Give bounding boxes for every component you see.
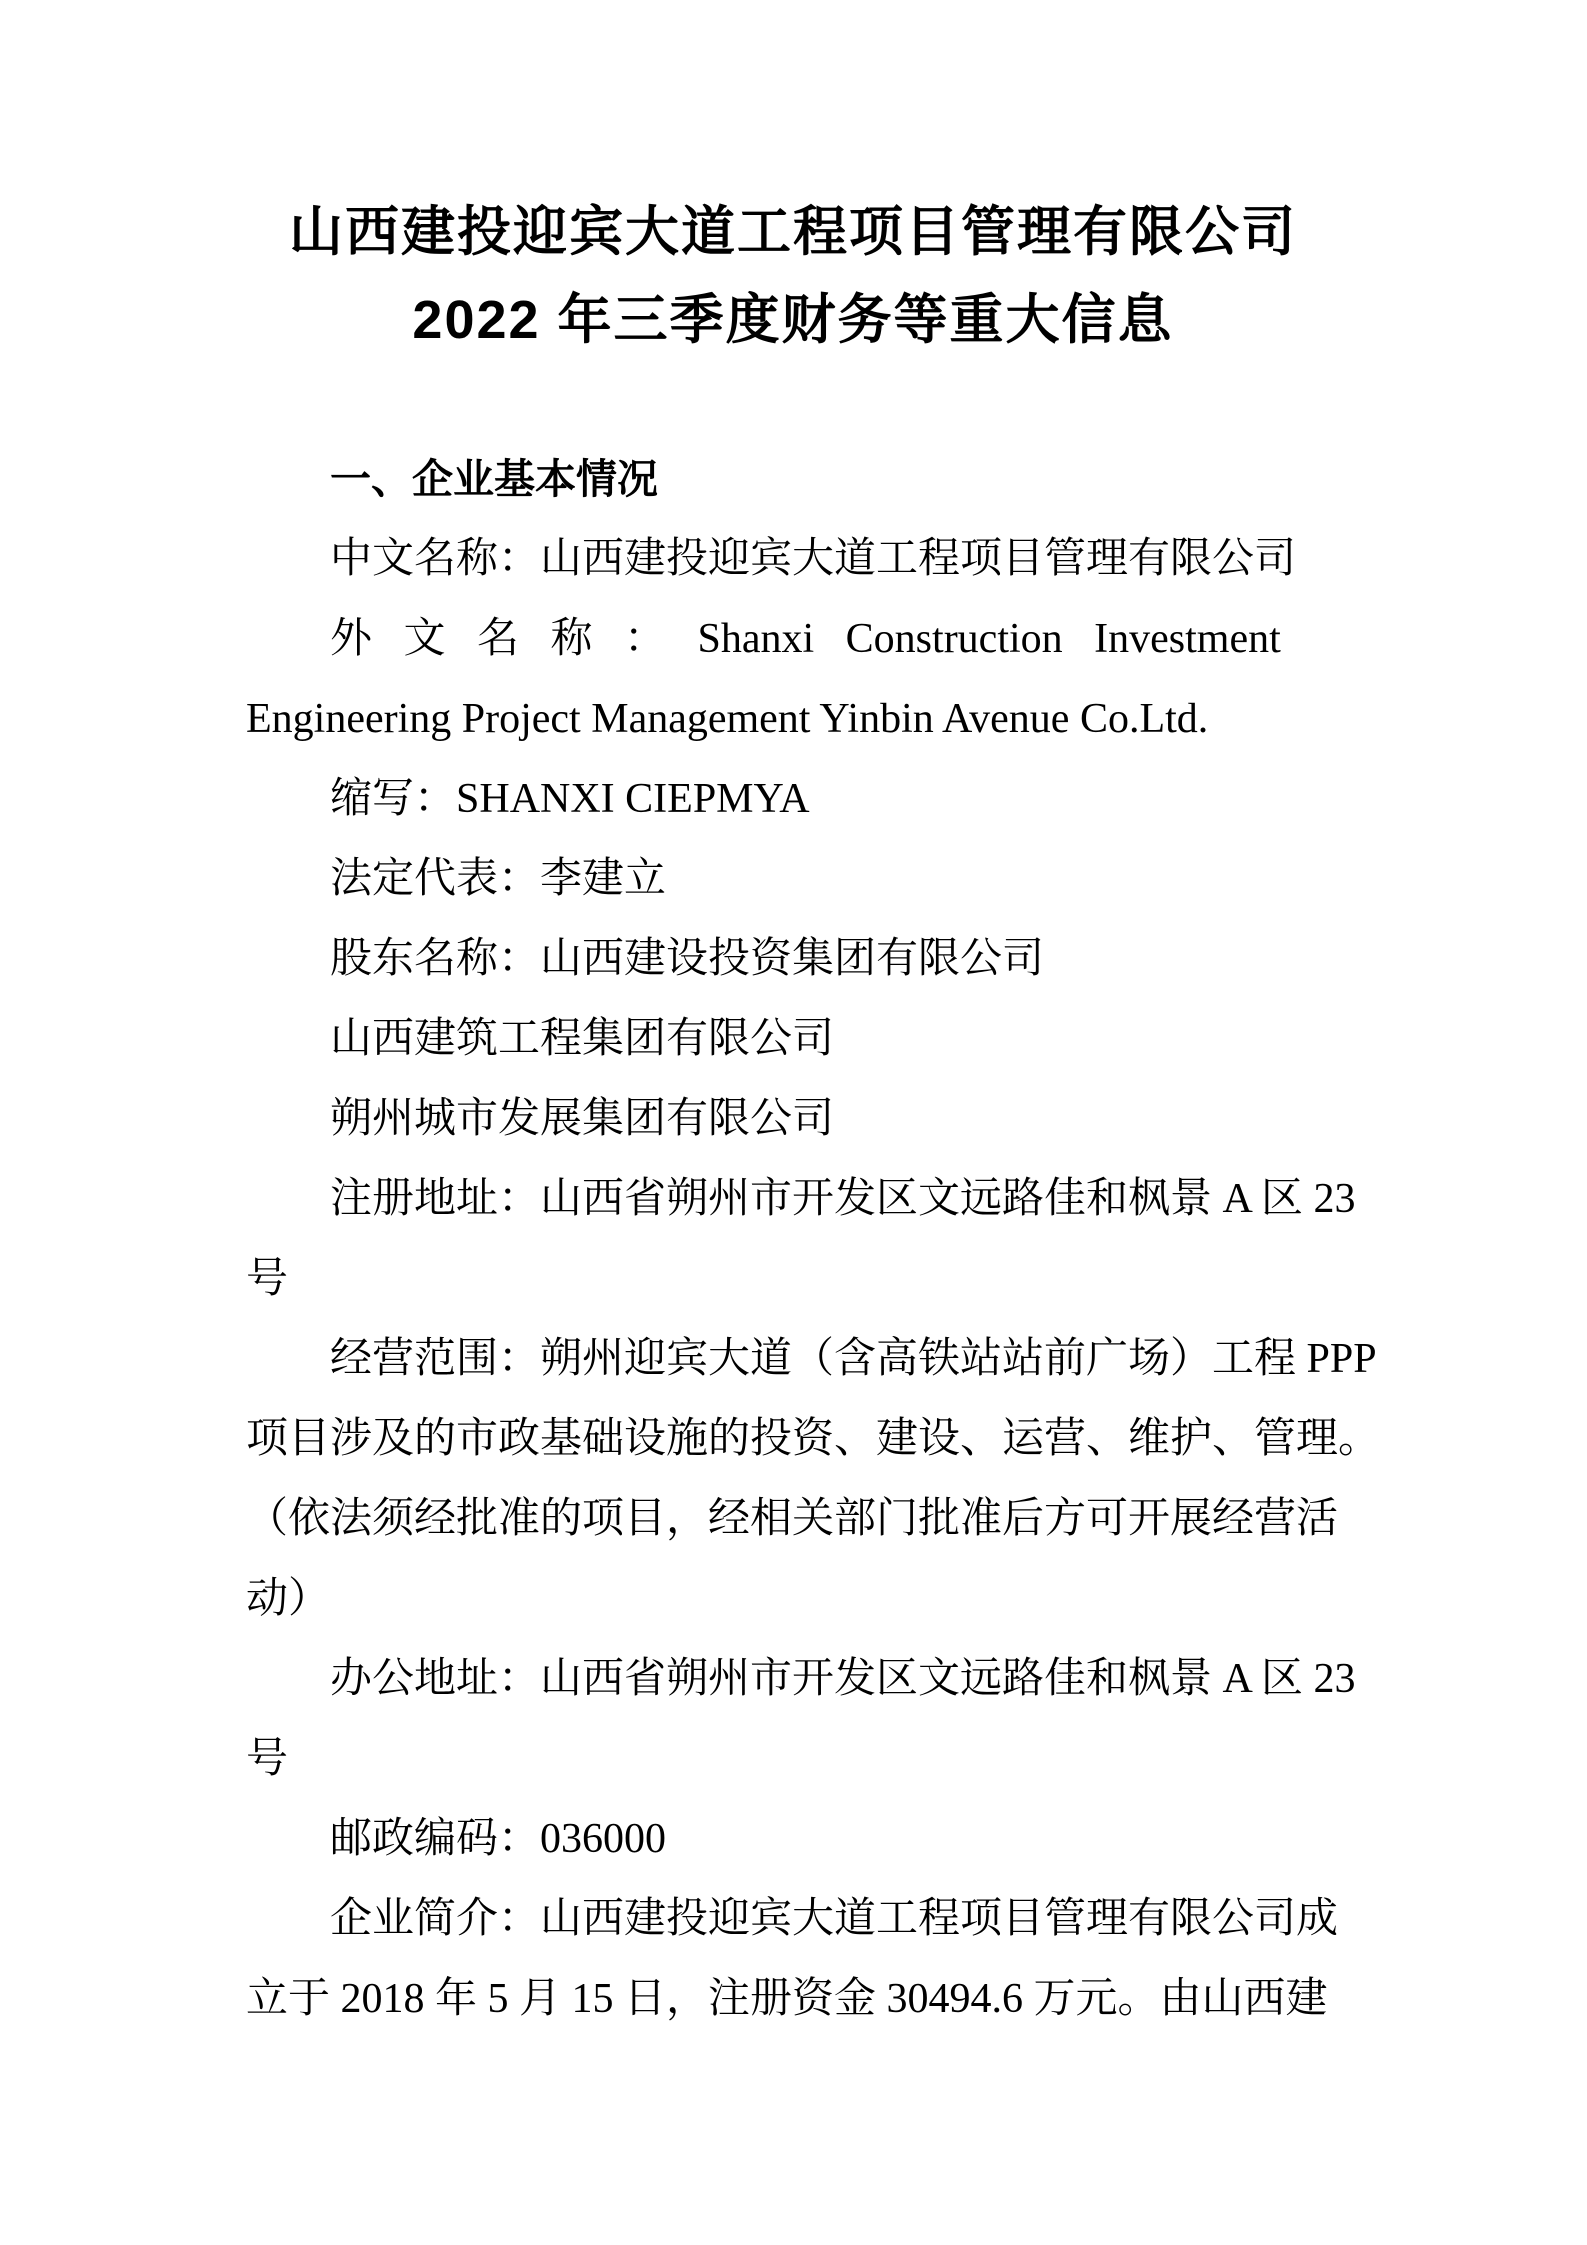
document-title-line-1: 山西建投迎宾大道工程项目管理有限公司 [289, 202, 1297, 262]
line-registered-address-cont: 号 [246, 1256, 289, 1302]
document-title [243, 188, 1343, 364]
line-abbreviation: 缩写：SHANXI CIEPMYA [330, 776, 810, 822]
line-business-scope-cont-1: 项目涉及的市政基础设施的投资、建设、运营、维护、管理。 [246, 1416, 1381, 1462]
line-business-scope-cont-3: 动） [246, 1576, 331, 1622]
line-shareholder-3: 朔州城市发展集团有限公司 [330, 1096, 835, 1142]
line-shareholder-1: 股东名称：山西建设投资集团有限公司 [330, 936, 1045, 982]
line-company-profile-cont: 立于 2018 年 5 月 15 日，注册资金 30494.6 万元。由山西建 [246, 1976, 1328, 2022]
line-business-scope-cont-2: （依法须经批准的项目，经相关部门批准后方可开展经营活 [246, 1496, 1339, 1542]
line-shareholder-2: 山西建筑工程集团有限公司 [330, 1016, 835, 1062]
line-chinese-name: 中文名称：山西建投迎宾大道工程项目管理有限公司 [330, 536, 1297, 582]
line-postal-code: 邮政编码：036000 [330, 1816, 667, 1862]
line-office-address-cont: 号 [246, 1736, 289, 1782]
line-company-profile: 企业简介：山西建投迎宾大道工程项目管理有限公司成 [330, 1896, 1339, 1942]
line-office-address: 办公地址：山西省朔州市开发区文远路佳和枫景 A 区 23 [330, 1656, 1356, 1702]
line-legal-representative: 法定代表：李建立 [330, 856, 667, 902]
line-foreign-name: 外 文 名 称 ： Shanxi Construction Investment [330, 616, 1281, 662]
document-title-line-2: 2022 年三季度财务等重大信息 [412, 290, 1174, 350]
line-business-scope: 经营范围：朔州迎宾大道（含高铁站站前广场）工程 PPP [330, 1336, 1377, 1382]
section-heading: 一、企业基本情况 [330, 456, 658, 502]
line-foreign-name-cont: Engineering Project Management Yinbin Avenue Co.Ltd. [246, 696, 1209, 742]
document-body [246, 439, 1381, 2039]
line-registered-address: 注册地址：山西省朔州市开发区文远路佳和枫景 A 区 23 [330, 1176, 1356, 1222]
